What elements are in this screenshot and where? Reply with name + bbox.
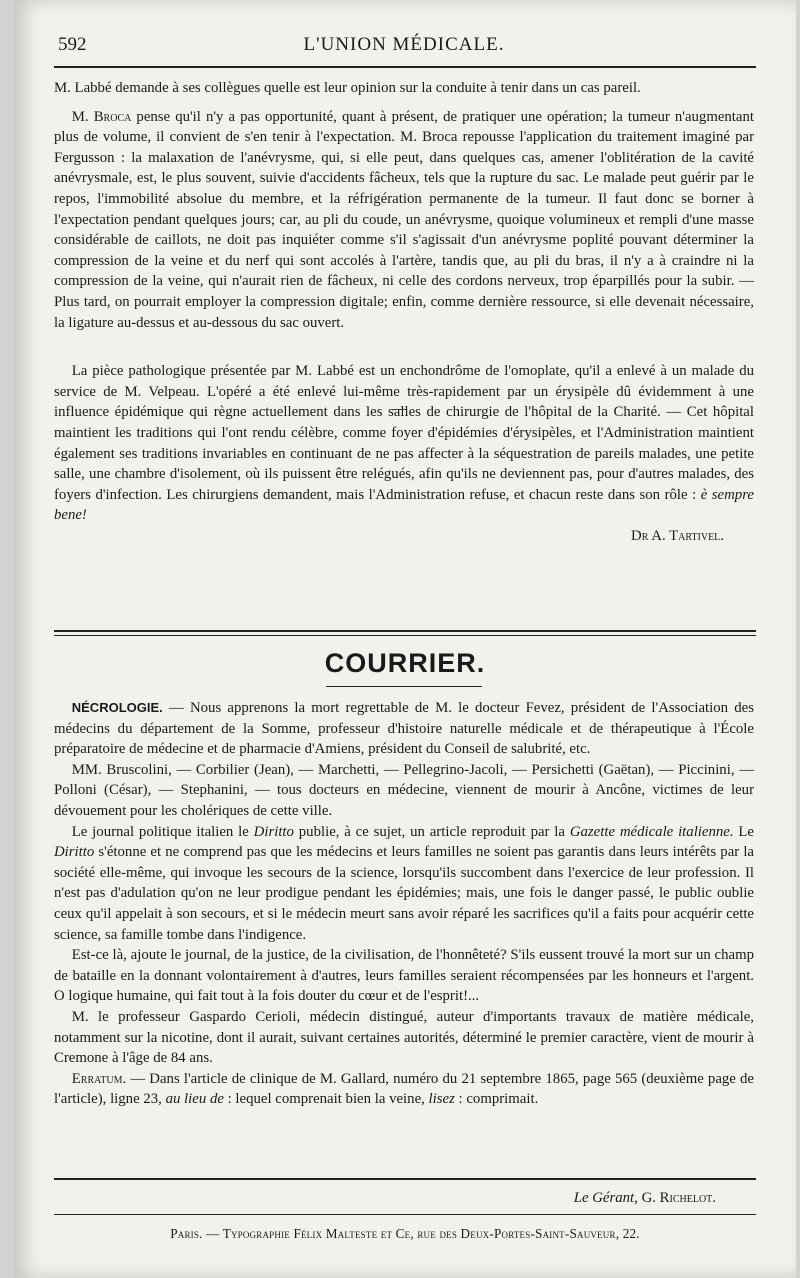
paragraph-diritto (54, 822, 754, 946)
paragraph-cerioli: M. le professeur Gaspardo Cerioli, médecin distingué, auteur d'importants travaux de matière médicale, notamment sur la nicotine, dont il aurait, suivant certaines autorités, déterminé le premier caractère, vient de mourir à Cremone à l'âge de 84 ans. (54, 1008, 754, 1067)
double-rule-top (54, 630, 756, 632)
paragraph-erratum (54, 1069, 754, 1110)
paragraph-est-ce-la: Est-ce là, ajoute le journal, de la justice, de la civilisation, de l'honnêteté? S'ils eussent trouvé la mort sur un champ de bataille en la donnant volontairement à d'autres, leurs familles seraient récompensées par les honneurs et l'argent. O logique humaine, qui fait tout à la fois douter du cœur et de l'esprit!... (54, 947, 754, 1005)
text-run: Le journal politique italien le (71, 823, 254, 840)
italic-run: Diritto (253, 823, 294, 840)
header-rule (54, 66, 756, 68)
paragraph-labbe: M. Labbé demande à ses collègues quelle est leur opinion sur la conduite à tenir dans un cas pareil. (54, 80, 641, 96)
paragraph-text: — Nous apprenons la mort regrettable de M. le docteur Fevez, président de l'Association des médecins du département de la Somme, professeur d'histoire naturelle médicale et de thérapeutique à l'École préparatoire de médecine et de pharmacie d'Amiens, président du Conseil de salubrité, etc. (54, 700, 754, 758)
section-title-courrier: COURRIER. (324, 648, 486, 678)
necrologie-label: NÉCROLOGIE. (71, 700, 163, 715)
italic-phrase: è sempre bene! (54, 486, 754, 524)
italic-run: lisez (428, 1091, 455, 1108)
gerant-name: , G. Richelot. (634, 1190, 716, 1206)
paragraph-piece-pathologique (54, 361, 754, 526)
page-number: 592 (58, 34, 87, 55)
printer-imprint: Paris. — Typographie Félix Malteste et Ce, rue des Deux-Portes-Saint-Sauveur, 22. (170, 1226, 640, 1241)
gerant-line (574, 1190, 716, 1207)
paragraph-ancone: MM. Bruscolini, — Corbilier (Jean), — Marchetti, — Pellegrino-Jacoli, — Persichetti (Gaëtan), — Piccinini, — Polloni (César), — Stephanini, — tous docteurs en médecine, viennent de mourir à Ancône, victimes de leur dévouement pour les cholériques de cette ville. (54, 761, 754, 819)
gerant-label: Le Gérant (573, 1190, 635, 1206)
running-head: L'UNION MÉDICALE. (303, 34, 505, 55)
italic-run: Gazette médicale italienne. (569, 823, 734, 840)
erratum-label: Erratum. (71, 1070, 127, 1087)
text-run: : lequel comprenait bien la veine, (223, 1091, 429, 1108)
journal-page (14, 0, 796, 1278)
text-run: Le (733, 823, 754, 840)
italic-run: Diritto (54, 844, 95, 861)
text-run: s'étonne et ne comprend pas que les médecins et leurs familles ne soient pas garantis dans leurs intérêts par la société elle-même, qui invoque les secours de la science, lorsqu'ils succombent dans l'exercice de leur profession. Il n'est pas d'adulation qu'on ne leur prodigue pendant les épidémies; mais, une fois le danger passé, le public oublie ceux qu'il appelait à son secours, et si le médecin meurt sans avoir réparé les sacrifices qu'il a faits pour acquérir cette science, sa famille tombe dans l'indigence. (54, 844, 754, 943)
author-signature: Dr A. Tartivel. (631, 527, 724, 544)
text-run: — Dans l'article de clinique de M. Gallard, numéro du 21 septembre 1865, page 565 (deuxième page de l'article), ligne 23, (54, 1070, 754, 1108)
courrier-section (54, 698, 754, 1110)
imprint-rule (54, 1214, 756, 1215)
paragraph-broca (54, 107, 754, 334)
footer-rule (54, 1178, 756, 1180)
page-header (54, 34, 754, 58)
paragraph-text: pense qu'il n'y a pas opportunité, quant à présent, de pratiquer une opération; la tumeur n'augmentant plus de volume, il convient de s'en tenir à l'expectation. M. Broca repousse l'application du traitement imaginé par Fergusson : la malaxation de l'anévrysme, qui, si elle peut, dans quelques cas, amener l'oblitération de la cavité anévrysmale, est, le plus souvent, suivie d'accidents fâcheux, tels que la rupture du sac. Le malade peut guérir par le repos, l'immobilité absolue du membre, et la réfrigération permanente de la tumeur. Il faut donc se borner à l'expectation pendant quelques jours; car, au pli du coude, un anévrysme, quoique volumineux et rempli d'une masse considérable de caillots, ne doit pas inquiéter comme s'il s'agissait d'un anévrysme poplité pouvant déterminer la compression de la veine et du nerf qui sont accolés à l'artère, tandis que, au pli du bras, il n'y a à craindre ni la compression de la veine, qui n'aurait rien de fâcheux, ni celle des cordons nerveux, trop éparpillés pour la subir. — Plus tard, on pourrait employer la compression digitale; enfin, comme dernière ressource, si elle devenait nécessaire, la ligature au-dessus et au-dessous du sac ouvert. (54, 108, 754, 331)
paragraph-text: La pièce pathologique présentée par M. Labbé est un enchondrôme de l'omoplate, qu'il a enlevé à un malade du service de M. Velpeau. L'opéré a été enlevé lui-même très-rapidement par un érysipèle dû évidemment à une influence épidémique qui règne actuellement dans les salles de chirurgie de l'hôpital de la Charité. — Cet hôpital maintient les traditions qui l'ont rendu célèbre, comme foyer d'épidémies d'érysipèles, et l'Administration maintient également ses traditions invariables en continuant de ne pas affecter à la séquestration de pareils malades, une petite salle, une chambre d'isolement, où ils puissent être relégués, afin qu'ils ne deviennent pas, pour d'autres malades, des foyers d'infection. Les chirurgiens demandent, mais l'Administration refuse, et chacun reste dans son rôle : (54, 363, 754, 503)
italic-run: au lieu de (165, 1091, 224, 1108)
double-rule-bottom (54, 635, 756, 636)
paragraph-necrologie (54, 698, 754, 760)
section-dash (392, 409, 406, 410)
title-underline (326, 686, 482, 687)
speaker-name: M. Broca (71, 108, 132, 125)
article-section (54, 78, 754, 545)
text-run: : comprimait. (454, 1091, 539, 1108)
text-run: publie, à ce sujet, un article reproduit par la (293, 823, 570, 840)
